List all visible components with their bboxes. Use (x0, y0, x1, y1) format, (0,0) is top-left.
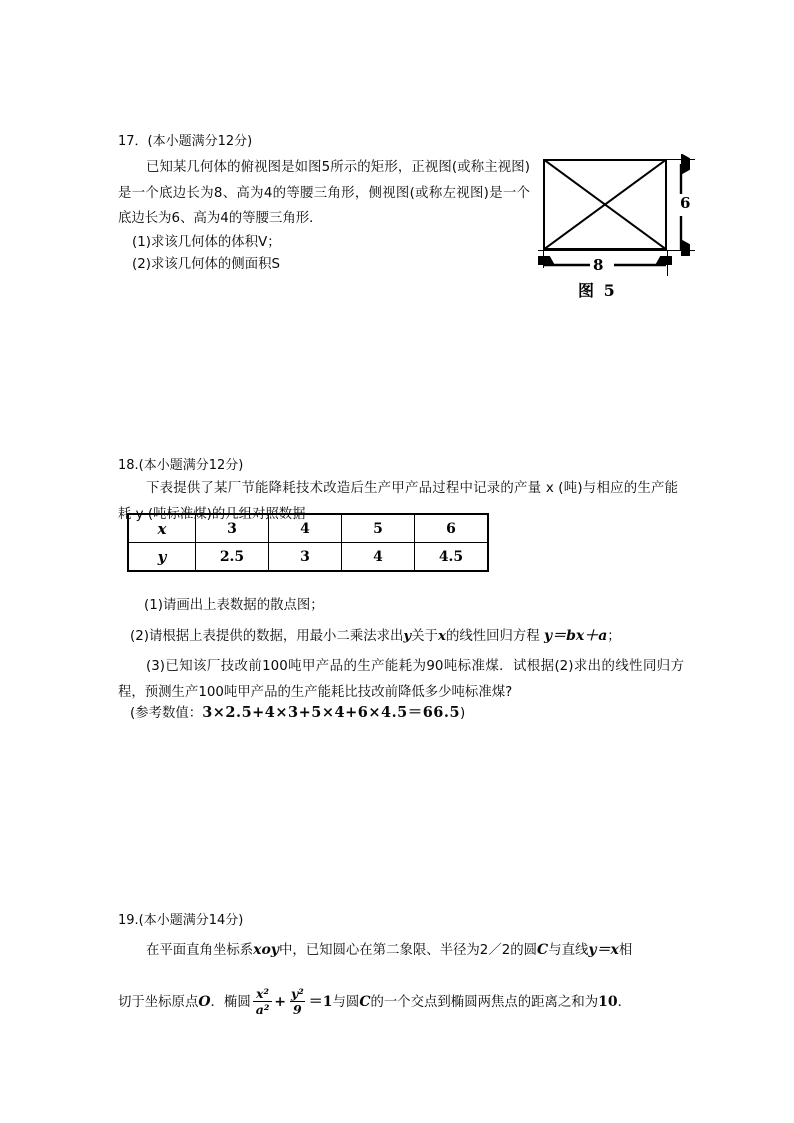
table-cell-x-2: 4 (269, 514, 342, 543)
table-row-label-x: x (128, 514, 196, 543)
problem-19-line-2-d: 的一个交点到椭圆两焦点的距离之和为 (370, 995, 599, 1010)
figure-right-tick (667, 250, 668, 276)
problem-18-body: 下表提供了某厂节能降耗技术改造后生产甲产品过程中记录的产量 x (吨)与相应的生产能耗 y (吨标准煤)的几组对照数据 (118, 481, 678, 522)
problem-17-sub-1: (1)求该几何体的体积V； (132, 235, 281, 250)
figure-diagonals-icon (543, 159, 667, 250)
ellipse-denominator-1: a² (253, 1001, 273, 1016)
problem-17-heading: 17．(本小题满分12分) (118, 134, 253, 149)
problem-18-reference-prefix: (参考数值： (130, 706, 203, 721)
problem-19-line-1 (118, 938, 684, 964)
ellipse-term-2 (288, 987, 307, 1016)
problem-19-xoy: xoy (253, 942, 279, 958)
problem-18-sub-2-y: y (403, 628, 412, 644)
problem-18-heading: 18.(本小题满分12分) (118, 458, 244, 473)
table-row (128, 514, 488, 543)
problem-18-regression-equation: y＝bx＋a (543, 628, 608, 644)
problem-19-circle-c: C (537, 942, 549, 958)
problem-17-sub-2: (2)求该几何体的侧面积S (132, 257, 280, 272)
figure-width-label: 8 (590, 256, 606, 274)
ellipse-equals: ＝1 (308, 994, 333, 1010)
problem-18-reference-suffix: ) (460, 706, 466, 721)
problem-18-sub-2 (130, 624, 690, 650)
table-cell-y-1: 2.5 (196, 543, 269, 572)
table-cell-y-4: 4.5 (415, 543, 489, 572)
problem-18-reference-formula: 3×2.5+4×3+5×4+6×4.5＝66.5 (202, 704, 461, 721)
problem-19-line-equation: y＝x (588, 942, 619, 958)
ellipse-plus-sign: + (274, 994, 287, 1010)
problem-18-sub-3: (3)已知该厂技改前100吨甲产品的生产能耗为90吨标准煤．试根据(2)求出的线性同归方程，预测生产100吨甲产品的生产能耗比技改前降低多少吨标准煤? (118, 659, 684, 700)
ellipse-numerator-1: x² (256, 985, 269, 1001)
problem-19-line-2-c: 与圆 (332, 995, 360, 1010)
problem-17-body: 已知某几何体的俯视图是如图5所示的矩形，正视图(或称主视图)是一个底边长为8、高为4的等腰三角形，侧视图(或称左视图)是一个底边长为6、高为4的等腰三角形． (118, 160, 530, 226)
figure-5 (530, 150, 695, 310)
table-cell-x-3: 5 (342, 514, 415, 543)
problem-19-line-2-a: 切于坐标原点 (118, 995, 199, 1010)
problem-18-sub-2-x: x (437, 628, 446, 644)
figure-caption: 图 5 (578, 281, 617, 300)
problem-19-line-1-b: 中，已知圆心在第二象限、半径为2／2的圆 (278, 943, 538, 958)
table-cell-x-1: 3 (196, 514, 269, 543)
table-cell-x-4: 6 (415, 514, 489, 543)
problem-19-focal-sum: 10 (598, 994, 618, 1010)
problem-19-line-1-a: 在平面直角坐标系 (146, 943, 254, 958)
table-row-label-y: y (128, 543, 196, 572)
figure-height-label: 6 (680, 194, 691, 212)
problem-18-sub-2-end: ； (607, 629, 621, 644)
problem-19-line-2 (118, 982, 684, 1023)
data-table (127, 513, 489, 572)
ellipse-denominator-2: 9 (290, 1001, 305, 1016)
problem-18-sub-2-mid: 关于 (411, 629, 438, 644)
problem-18-reference (130, 700, 690, 727)
problem-18-sub-2-prefix: (2)请根据上表提供的数据，用最小二乘法求出 (130, 629, 404, 644)
problem-19-line-1-c: 与直线 (548, 943, 589, 958)
table-row (128, 543, 488, 572)
ellipse-numerator-2: y² (291, 985, 304, 1001)
problem-19-origin-o: O (198, 994, 211, 1010)
figure-left-tick (543, 250, 544, 268)
problem-18-sub-2-suffix: 的线性回归方程 (445, 629, 540, 644)
table-cell-y-3: 4 (342, 543, 415, 572)
problem-19-line-2-b: ．椭圆 (210, 995, 251, 1010)
problem-19-line-1-d: 相 (618, 943, 633, 958)
problem-19-circle-c-2: C (359, 994, 371, 1010)
problem-19-heading: 19.(本小题满分14分) (118, 913, 244, 928)
problem-19-line-2-e: ． (617, 995, 631, 1010)
table-cell-y-2: 3 (269, 543, 342, 572)
problem-18-sub-1: (1)请画出上表数据的散点图； (144, 598, 324, 613)
ellipse-term-1 (253, 987, 273, 1016)
